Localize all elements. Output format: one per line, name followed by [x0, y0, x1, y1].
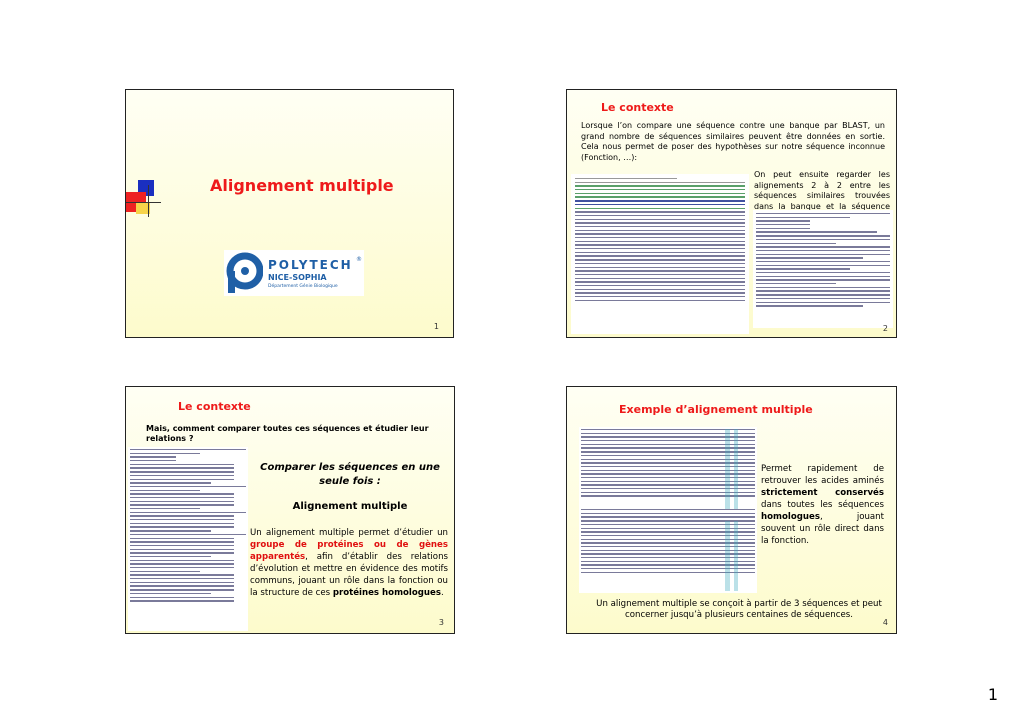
slide-3-title: Le contexte	[178, 400, 251, 413]
slide-3-number: 3	[438, 618, 444, 627]
slide-2-side-text: On peut ensuite regarder les alignements 2 à 2 entre les séquences similaires trouvées dans la banque et la séquence	[754, 170, 890, 211]
conserved-column-3	[725, 521, 730, 591]
slide-3-body-a: Un alignement multiple permet d’étudier un	[250, 528, 448, 538]
slide-4-number: 4	[882, 618, 888, 627]
pairwise-alignment-image	[753, 210, 893, 328]
slide-2-title: Le contexte	[601, 101, 674, 114]
polytech-logo-mark	[225, 251, 263, 295]
multiple-alignment-image	[579, 427, 757, 593]
slide-3-body	[250, 527, 448, 599]
conserved-column-1	[725, 429, 730, 509]
slide-1	[125, 89, 454, 338]
slide-2	[566, 89, 897, 338]
slide-2-number: 2	[882, 324, 888, 333]
slide-3-compare: Comparer les séquences en une seule fois :	[260, 462, 440, 487]
decor-squares	[126, 180, 166, 220]
conserved-column-2	[734, 429, 738, 509]
slide-4-side-b: dans toutes les séquences	[761, 500, 884, 510]
logo-trademark: ®	[356, 256, 362, 263]
slide-3-subtitle: Alignement multiple	[292, 501, 408, 512]
slide-4-side-text	[761, 463, 884, 547]
slide-1-number: 1	[433, 322, 439, 331]
slide-3-body-bold: protéines homologues	[332, 588, 441, 598]
logo-sub: NICE-SOPHIA	[268, 273, 327, 282]
slide-4-side-bold2: homologues	[761, 512, 820, 522]
logo-name: POLYTECH	[268, 258, 353, 272]
slide-4-side-bold1: strictement conservés	[761, 488, 884, 498]
slide-2-intro: Lorsque l’on compare une séquence contre une banque par BLAST, un grand nombre de séquences similaires peuvent être données en sortie. Cela nous permet de poser des hypothèses sur notre séquence inconnue (Fonction, …):	[581, 121, 885, 162]
multiple-sequences-image	[128, 447, 248, 631]
slide-3	[125, 386, 455, 634]
slide-3-body-c: .	[441, 588, 444, 598]
slide-3-question: Mais, comment comparer toutes ces séquences et étudier leur relations ?	[146, 424, 429, 443]
slide-4-footer: Un alignement multiple se conçoit à partir de 3 séquences et peut concerner jusqu’à plusieurs centaines de séquences.	[596, 599, 882, 620]
logo-dept: Département Génie Biologique	[268, 284, 338, 289]
slide-4-side-a: Permet rapidement de retrouver les acides aminés	[761, 464, 884, 486]
slide-4	[566, 386, 897, 634]
page-number: 1	[987, 685, 998, 704]
slide-1-title: Alignement multiple	[210, 176, 394, 195]
slide-3-body-b: , afin d’établir des relations d’évolution et mettre en évidence des motifs communs, jouant un rôle dans la fonction ou la structure de ces	[250, 552, 448, 598]
conserved-column-4	[734, 521, 738, 591]
slide-4-title: Exemple d’alignement multiple	[619, 403, 813, 416]
polytech-logo	[224, 250, 364, 296]
slide-4-side-c: , jouant souvent un rôle direct dans la fonction.	[761, 512, 884, 546]
slide-3-body-highlight: groupe de protéines ou de gènes apparentés	[250, 540, 448, 562]
blast-results-table	[571, 174, 749, 334]
